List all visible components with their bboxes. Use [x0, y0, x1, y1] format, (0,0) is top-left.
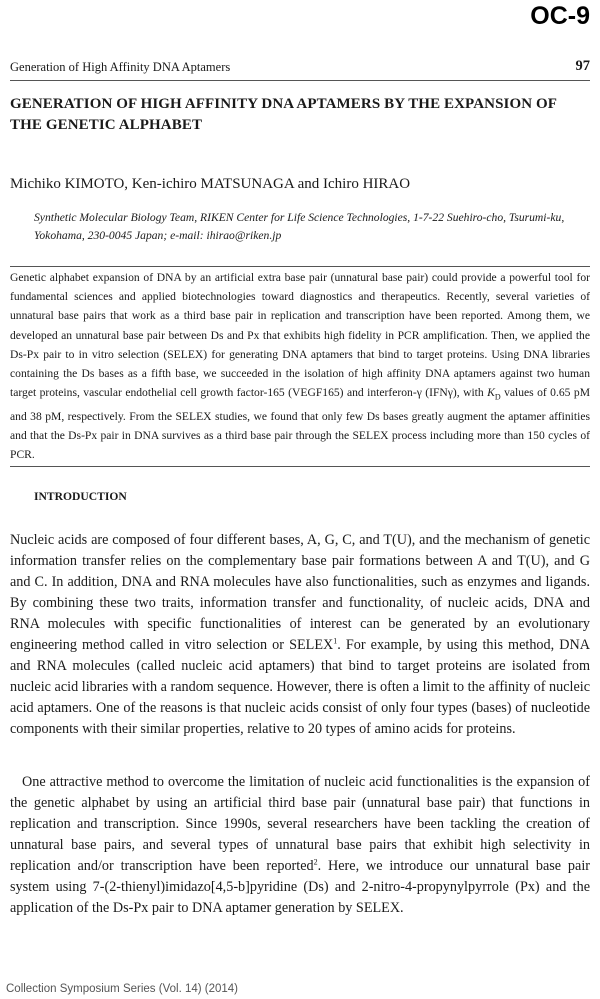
abstract-top-rule [10, 266, 590, 267]
running-head [10, 58, 590, 81]
abstract-part-2: values of 0.65 pM and 38 pM, respectively. From the SELEX studies, we found that only few Ds bases greatly augment the aptamer affinities and that the Ds-Px pair in DNA survives as a third base pair through the SELEX process including more than 150 cycles of PCR. [10, 386, 590, 462]
author-list: Michiko KIMOTO, Ken-ichiro MATSUNAGA and Ichiro HIRAO [10, 176, 411, 192]
paragraph-1-tail: . For example, by using this method, DNA and RNA molecules (called nucleic acid aptamers) that bind to target proteins are isolated from nucleic acid libraries with a random sequence. However, there is often a limit to the affinity of nucleic acid aptamers. One of the reasons is that nucleic acids consist of only four types (bases) of nucleotide components with their similar properties, relative to 20 types of amino acids for proteins. [10, 637, 590, 737]
page-number: 97 [575, 58, 590, 74]
introduction-paragraph-1 [10, 530, 590, 740]
abstract-bottom-rule [10, 466, 590, 467]
abstract-part-1: Genetic alphabet expansion of DNA by an artificial extra base pair (unnatural base pair) could provide a powerful tool for fundamental sciences and applied biotechnologies toward diagnostics and therapeutics. Recently, several varieties of unnatural base pairs that work as a third base pair in replication and transcription have been reported. Among them, we developed an unnatural base pair between Ds and Px that exhibits high fidelity in PCR amplification. Then, we applied the Ds-Px pair to in vitro selection (SELEX) for generating DNA aptamers that bind to target proteins. Using DNA libraries containing the Ds bases as a fifth base, we succeeded in the isolation of high affinity DNA aptamers against two human target proteins, vascular endothelial cell growth factor-165 (VEGF165) and interferon-γ (IFNγ), with [10, 271, 590, 400]
section-heading-introduction: INTRODUCTION [34, 490, 127, 503]
reference-2: 2 [313, 857, 318, 867]
footer-series: Collection Symposium Series (Vol. 14) (2014) [6, 983, 239, 995]
paragraph-2-tail: . Here, we introduce our unnatural base pair system using 7-(2-thienyl)imidazo[4,5-b]pyridine (Ds) and 2-nitro-4-propynylpyrrole (Px) and the application of the Ds-Px pair to DNA aptamer generation by SELEX. [10, 858, 590, 916]
kd-symbol: K [487, 386, 495, 400]
paper-code: OC-9 [530, 2, 590, 30]
kd-subscript: D [494, 392, 501, 402]
abstract [10, 268, 590, 464]
affiliation: Synthetic Molecular Biology Team, RIKEN Center for Life Science Technologies, 1-7-22 Suehiro-cho, Tsurumi-ku, Yokohama, 230-0045 Japan; e-mail: ihirao@riken.jp [34, 211, 565, 242]
reference-1: 1 [333, 636, 338, 646]
introduction-paragraph-2 [10, 772, 590, 919]
paragraph-1-text: Nucleic acids are composed of four different bases, A, G, C, and T(U), and the mechanism of genetic information transfer relies on the complementary base pair formations between A and T(U), and G and C. In addition, DNA and RNA molecules have also functionalities, such as enzymes and ligands. By combining these two traits, information transfer and functionality, of nucleic acids, DNA and RNA molecules with specific functionalities of interest can be generated by an evolutionary engineering method called in vitro selection or SELEX [10, 532, 590, 653]
running-head-title: Generation of High Affinity DNA Aptamers [10, 60, 231, 74]
paper-title: GENERATION OF HIGH AFFINITY DNA APTAMERS BY THE EXPANSION OF THE GENETIC ALPHABET [10, 96, 557, 133]
paragraph-2-text: One attractive method to overcome the limitation of nucleic acid functionalities is the expansion of the genetic alphabet by using an artificial third base pair (unnatural base pair) that functions in replication and transcription. Since 1990s, several researchers have been tackling the creation of unnatural base pairs, and several types of unnatural base pairs that exhibit high selectivity in replication and/or transcription have been reported [10, 774, 590, 874]
